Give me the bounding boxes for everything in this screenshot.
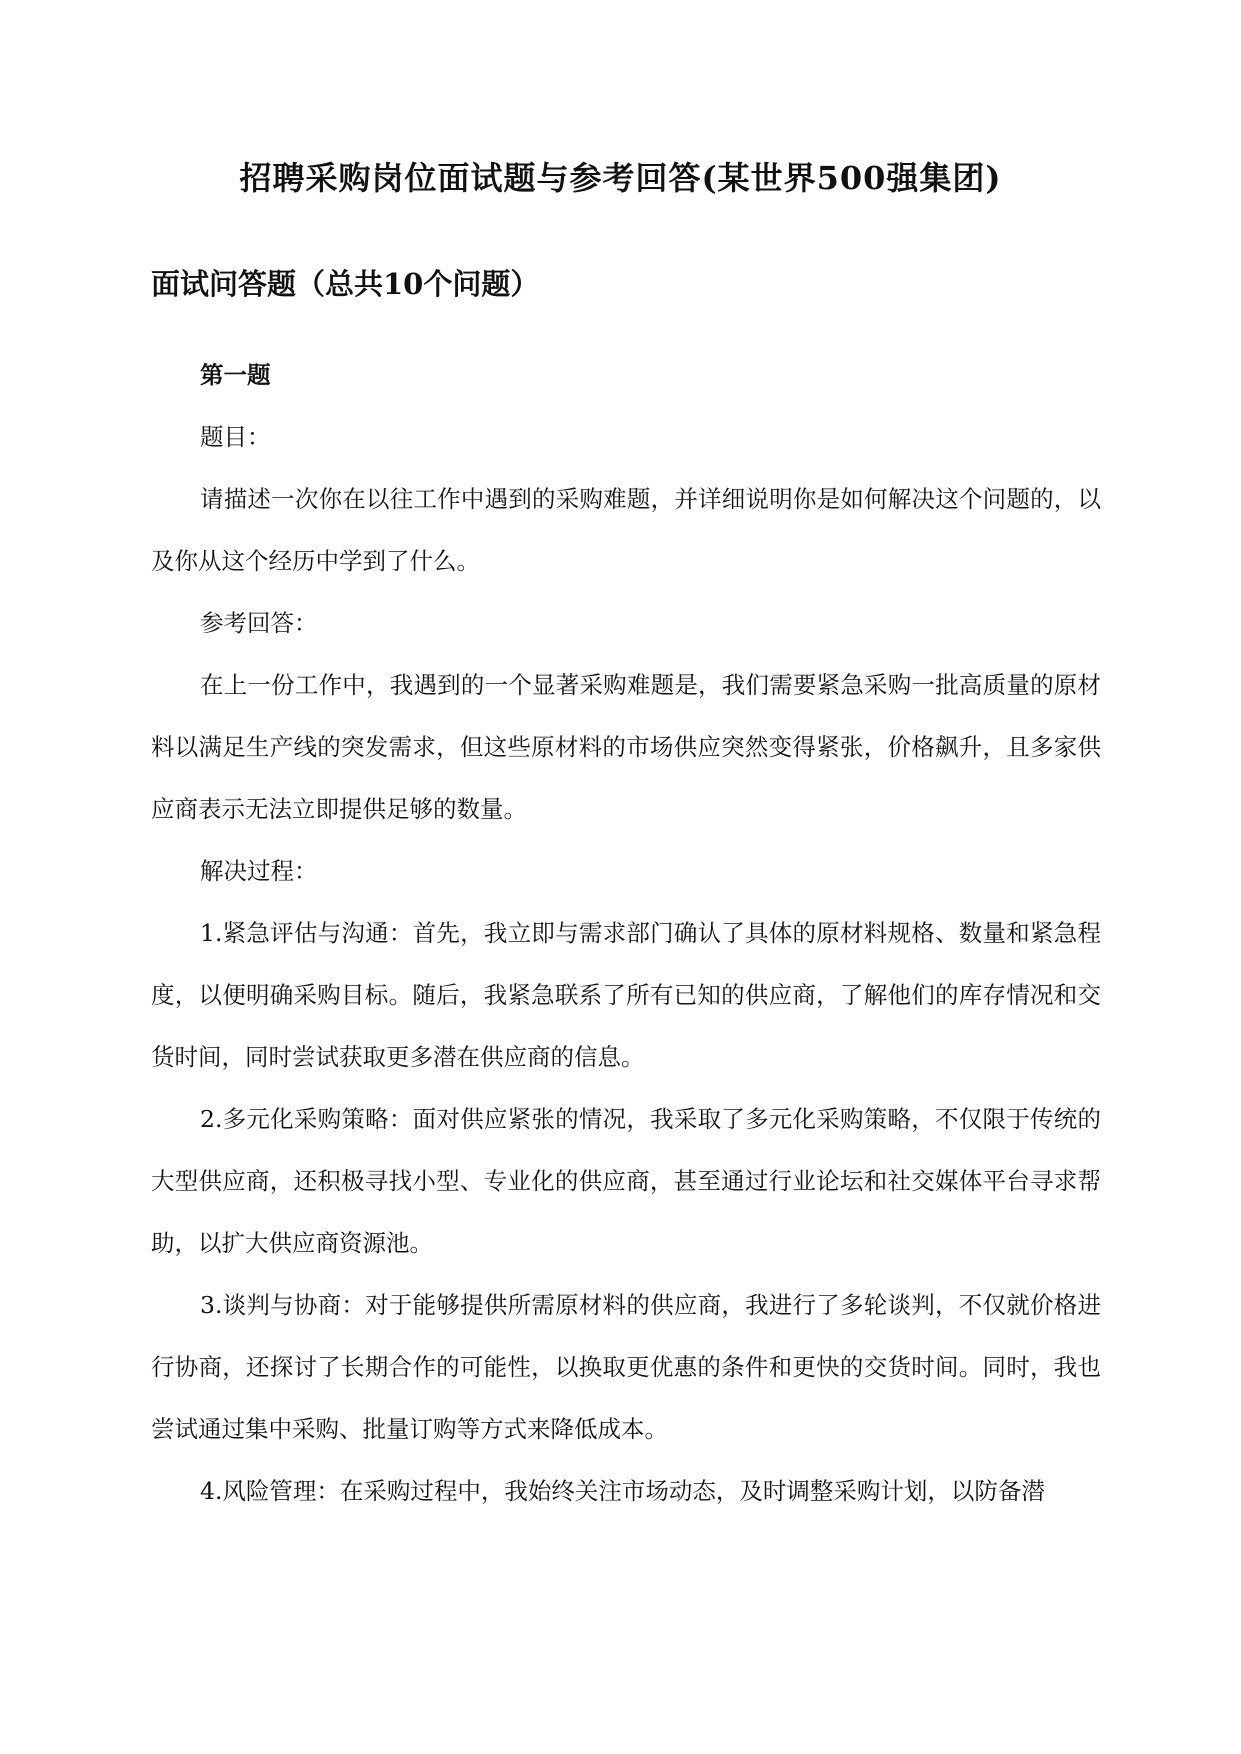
section-heading: 面试问答题（总共10个问题）: [151, 267, 540, 301]
prompt-label: 题目：: [200, 423, 271, 451]
question-content: [151, 344, 1101, 1522]
prompt-text: 请描述一次你在以往工作中遇到的采购难题，并详细说明你是如何解决这个问题的，以及你从这个经历中学到了什么。: [151, 485, 1101, 575]
document-title: 招聘采购岗位面试题与参考回答(某世界500强集团): [239, 159, 1002, 197]
process-step: 4.风险管理：在采购过程中，我始终关注市场动态，及时调整采购计划，以防备潜: [200, 1477, 1045, 1505]
question-label: 第一题: [200, 361, 271, 389]
answer-label: 参考回答：: [200, 609, 318, 637]
process-step: 3.谈判与协商：对于能够提供所需原材料的供应商，我进行了多轮谈判，不仅就价格进行协商，还探讨了长期合作的可能性，以换取更优惠的条件和更快的交货时间。同时，我也尝试通过集中采购、批量订购等方式来降低成本。: [151, 1291, 1101, 1443]
answer-intro: 在上一份工作中，我遇到的一个显著采购难题是，我们需要紧急采购一批高质量的原材料以满足生产线的突发需求，但这些原材料的市场供应突然变得紧张，价格飙升，且多家供应商表示无法立即提供足够的数量。: [151, 671, 1101, 823]
process-step: 1.紧急评估与沟通：首先，我立即与需求部门确认了具体的原材料规格、数量和紧急程度，以便明确采购目标。随后，我紧急联系了所有已知的供应商，了解他们的库存情况和交货时间，同时尝试获取更多潜在供应商的信息。: [151, 919, 1101, 1071]
process-label: 解决过程：: [200, 857, 318, 885]
process-step: 2.多元化采购策略：面对供应紧张的情况，我采取了多元化采购策略，不仅限于传统的大型供应商，还积极寻找小型、专业化的供应商，甚至通过行业论坛和社交媒体平台寻求帮助，以扩大供应商资源池。: [151, 1105, 1101, 1257]
